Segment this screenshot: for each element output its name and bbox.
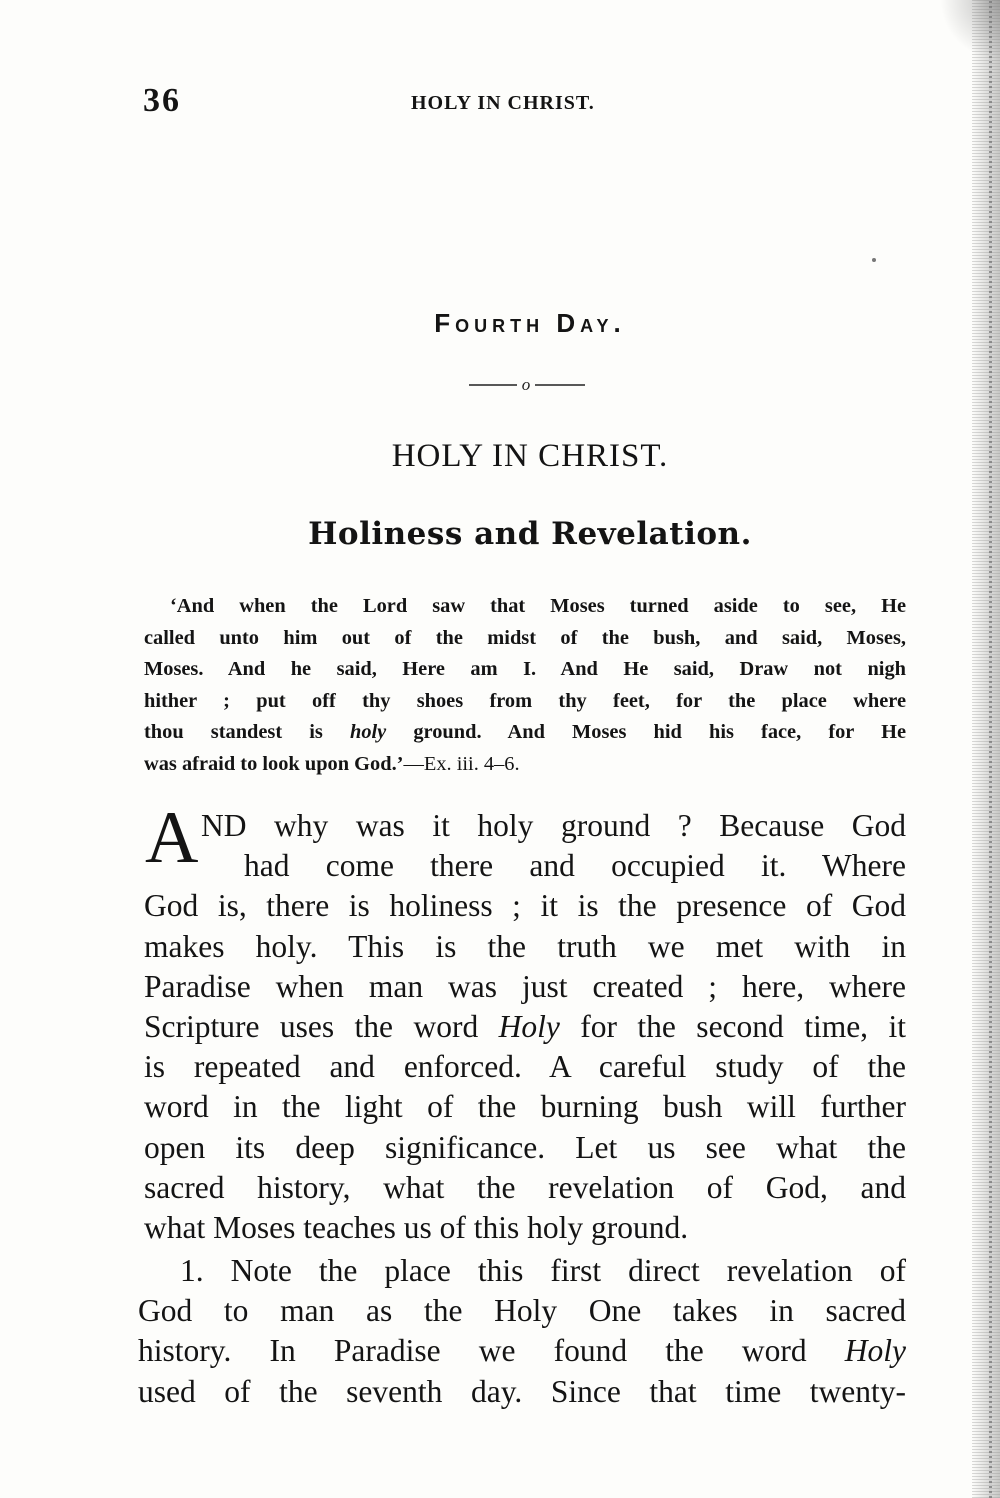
ornament-rule <box>469 375 585 395</box>
epigraph-line <box>144 717 906 749</box>
page-edge-shadow <box>972 0 1000 1498</box>
epigraph-quote <box>144 591 906 781</box>
body-line <box>138 1331 906 1371</box>
body-line: God to man as the Holy One takes in sacred <box>138 1293 906 1329</box>
chapter-subtitle: Holiness and Revelation. <box>308 516 752 552</box>
running-head <box>143 82 903 122</box>
page-corner-shadow <box>940 0 1000 60</box>
body-line: had come there and occupied it. Where <box>244 848 906 884</box>
body-line: God is, there is holiness ; it is the presence of God <box>144 888 906 924</box>
body-line: Paradise when man was just created ; here, where <box>144 968 906 1004</box>
epigraph-line: ‘And when the Lord saw that Moses turned aside to see, He <box>170 595 906 617</box>
epigraph-line: called unto him out of the midst of the bush, and said, Moses, <box>144 626 906 649</box>
page-edge-stipple <box>989 0 992 1498</box>
italic-word: Holy <box>844 1333 906 1369</box>
body-text: for the second time, it <box>559 1009 906 1045</box>
body-line: ND why was it holy ground ? Because God <box>201 808 906 843</box>
epigraph-text: ground. And Moses hid his face, for He <box>386 721 907 744</box>
body-line <box>144 1007 906 1047</box>
paragraph-2 <box>138 1251 906 1412</box>
drop-cap: A <box>145 797 199 879</box>
epigraph-text: was afraid to look upon God.’ <box>144 752 404 775</box>
epigraph-italic-word: holy <box>349 721 387 744</box>
body-line: 1. Note the place this first direct revelation of <box>180 1253 906 1288</box>
body-line: is repeated and enforced. A careful study of the <box>144 1049 906 1085</box>
body-line: used of the seventh day. Since that time twenty- <box>138 1373 906 1409</box>
scripture-reference: —Ex. iii. 4–6. <box>403 752 520 775</box>
body-text: Scripture uses the word <box>144 1009 499 1045</box>
paragraph-1 <box>144 806 906 1248</box>
chapter-title: HOLY IN CHRIST. <box>391 438 669 474</box>
italic-word: Holy <box>498 1009 560 1045</box>
running-title: HOLY IN CHRIST. <box>411 92 595 114</box>
epigraph-line: Moses. And he said, Here am I. And He said, Draw not nigh <box>144 658 906 681</box>
ornament-glyph: o <box>521 375 531 394</box>
day-heading: Fourth Day. <box>434 308 626 338</box>
body-line: makes holy. This is the truth we met with in <box>144 928 906 964</box>
ornament-rule-graphic <box>469 375 585 395</box>
epigraph-text: thou standest is <box>144 721 350 744</box>
body-line: sacred history, what the revelation of God, and <box>144 1169 906 1205</box>
body-line: word in the light of the burning bush will further <box>144 1089 906 1125</box>
body-text: history. In Paradise we found the word <box>138 1333 845 1369</box>
ink-speck <box>872 258 876 262</box>
epigraph-line <box>144 749 906 781</box>
epigraph-line: hither ; put off thy shoes from thy feet, for the place where <box>144 689 906 712</box>
body-line: what Moses teaches us of this holy ground. <box>144 1210 689 1246</box>
page-number: 36 <box>143 82 181 119</box>
body-line: open its deep significance. Let us see what the <box>144 1129 906 1165</box>
